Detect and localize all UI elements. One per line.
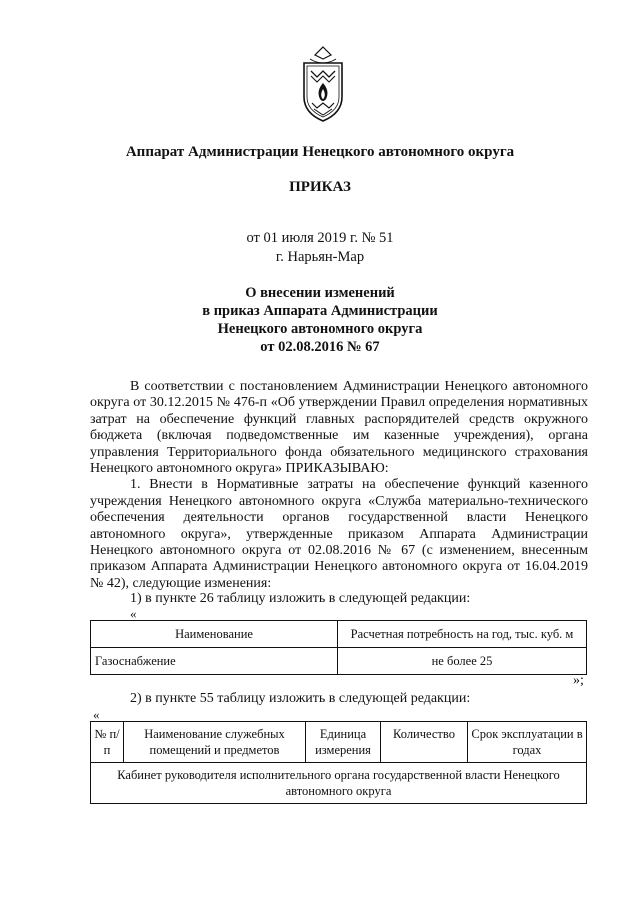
preamble-paragraph: В соответствии с постановлением Администрации Ненецкого автономного округа от 30.12.2015 № 476-п «Об утверждении Правил определения нормативных затрат на обеспечение функций главных распорядителей средств окружного бюджета (включая подведомственные им казенные учреждения), органа управления Территориального фонда обязательного медицинского страхования Ненецкого автономного округа» ПРИКАЗЫВАЮ: bbox=[90, 379, 588, 477]
column-header: Единица измерения bbox=[306, 722, 381, 763]
order-paragraph-1: 1. Внести в Нормативные затраты на обеспечение функций казенного учреждения Ненецкого автономного округа «Служба материально-технического обеспечения деятельности органов государственной власти Ненецкого автономного округа», утвержденные приказом Аппарата Администрации Ненецкого автономного округа от 02.08.2016 № 67 (с изменением, внесенным приказом Аппарата Администрации Ненецкого автономного округа от 16.04.2019 № 42), следующие изменения: bbox=[90, 477, 588, 591]
document-type: ПРИКАЗ bbox=[289, 179, 351, 195]
table-cell: Газоснабжение bbox=[91, 648, 338, 675]
section-title: Кабинет руководителя исполнительного органа государственной власти Ненецкого автономного округа bbox=[91, 763, 587, 804]
title-line: О внесении изменений bbox=[245, 285, 395, 301]
date-and-number: от 01 июля 2019 г. № 51 bbox=[246, 230, 394, 246]
subitem-2: 2) в пункте 55 таблицу изложить в следующей редакции: bbox=[130, 691, 471, 706]
title-line: в приказ Аппарата Администрации bbox=[202, 303, 438, 319]
gas-supply-table bbox=[90, 620, 587, 675]
column-header: Срок эксплуатации в годах bbox=[468, 722, 587, 763]
opening-quote: « bbox=[93, 707, 100, 722]
title-line: от 02.08.2016 № 67 bbox=[260, 339, 380, 355]
coat-of-arms-emblem bbox=[300, 45, 346, 125]
table-section-row bbox=[91, 763, 587, 804]
subitem-1: 1) в пункте 26 таблицу изложить в следующей редакции: bbox=[130, 591, 471, 606]
column-header: Количество bbox=[381, 722, 468, 763]
table-row bbox=[91, 648, 587, 675]
opening-quote: « bbox=[130, 606, 137, 621]
table-cell: не более 25 bbox=[338, 648, 587, 675]
table-header-row bbox=[91, 621, 587, 648]
organization-name: Аппарат Администрации Ненецкого автономного округа bbox=[125, 144, 515, 160]
table-header-row bbox=[91, 722, 587, 763]
title-line: Ненецкого автономного округа bbox=[217, 321, 423, 337]
column-header: № п/п bbox=[91, 722, 124, 763]
document-title bbox=[0, 284, 640, 356]
column-header: Наименование служебных помещений и предметов bbox=[124, 722, 306, 763]
city: г. Нарьян-Мар bbox=[275, 249, 365, 265]
office-furnishing-table bbox=[90, 721, 587, 804]
closing-quote: »; bbox=[573, 673, 584, 688]
document-body bbox=[90, 379, 588, 592]
column-header: Наименование bbox=[91, 621, 338, 648]
column-header: Расчетная потребность на год, тыс. куб. м bbox=[338, 621, 587, 648]
